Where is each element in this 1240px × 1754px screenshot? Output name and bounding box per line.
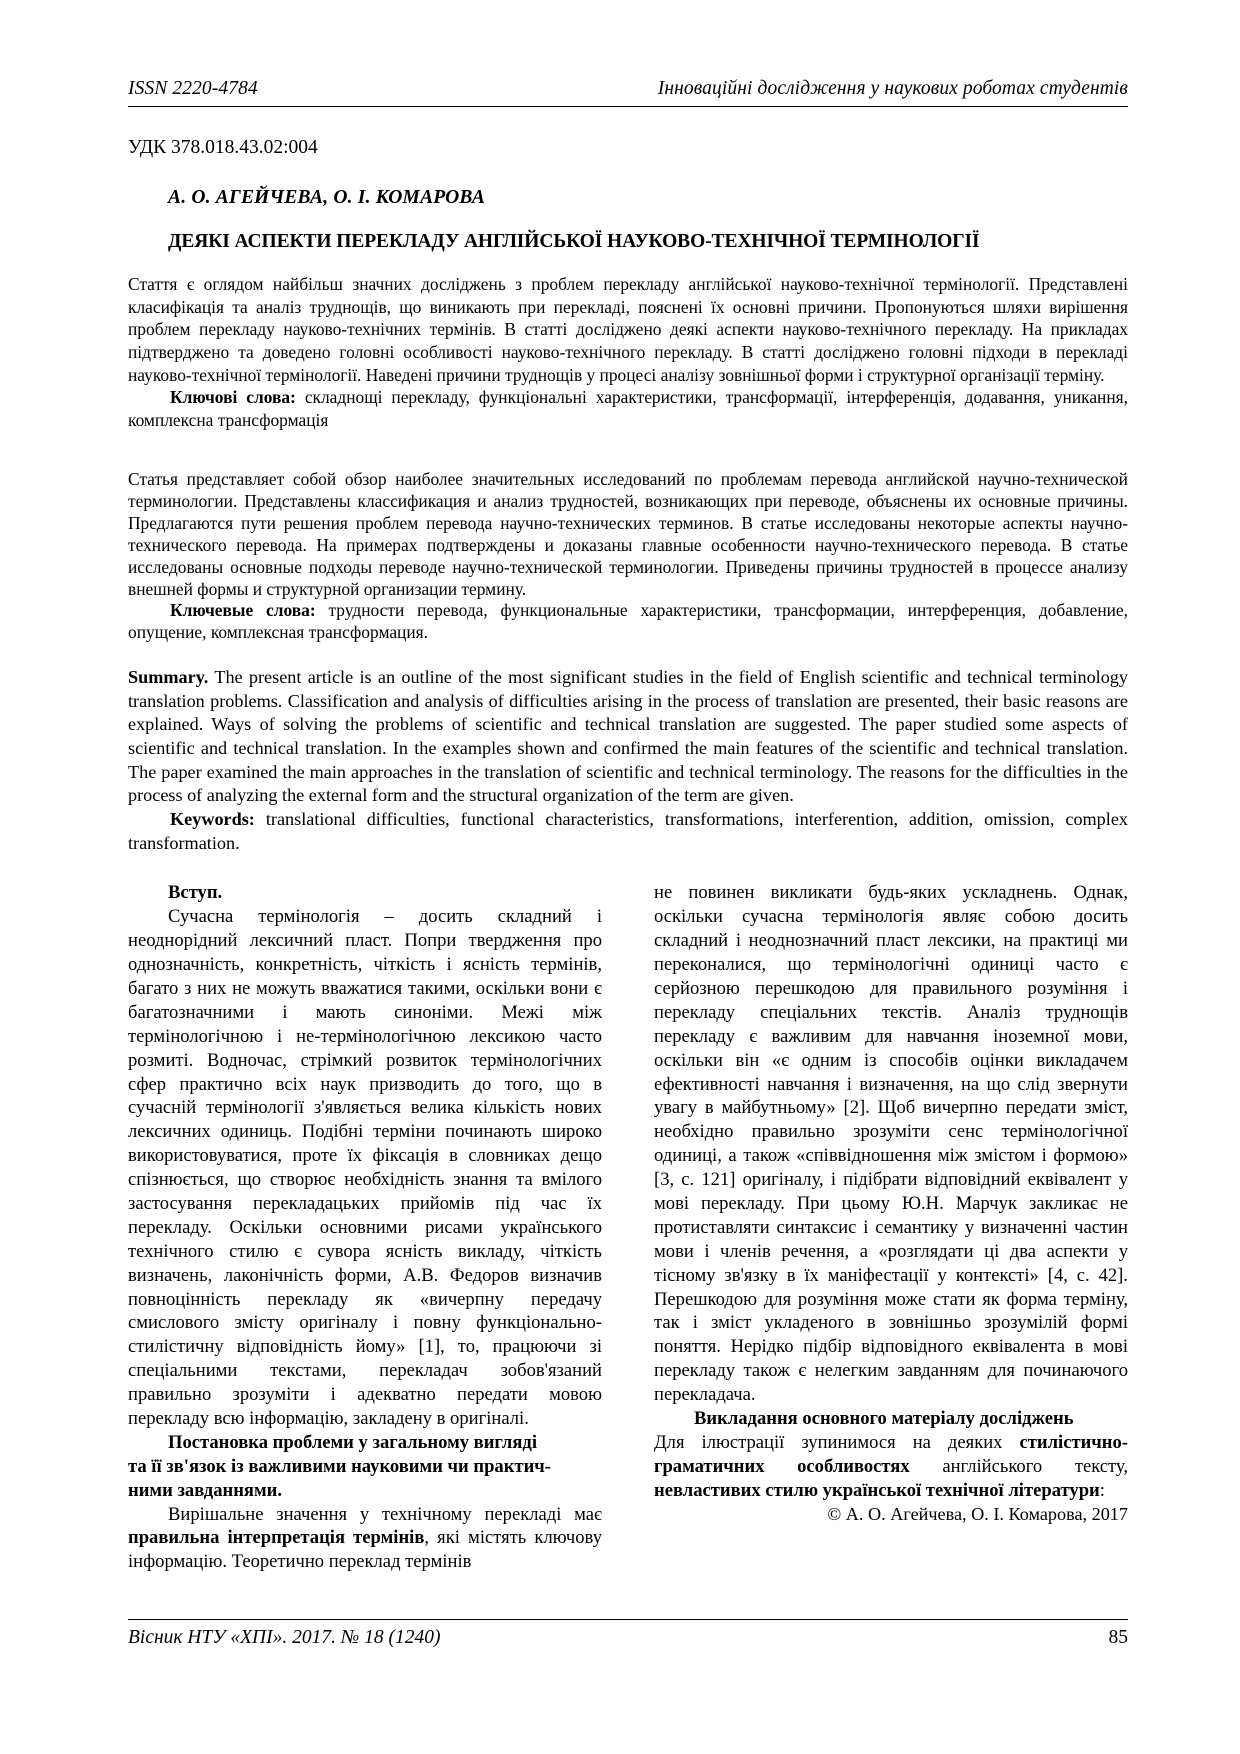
section-heading-problem-line3: ними завданнями. [128,1479,283,1501]
intro-paragraph: Сучасна термінологія – досить складний і неоднорідний лексичний пласт. Попри твердження про однозначність, конкретність, чіткість і ясність термінів, багато з них не можуть вважатися такими, оскільки вони є багатозначними і мають синоніми. Межі між термінологічною і не-термінологічною лексикою часто розмиті. Водночас, стрімкий розвиток термінологічних сфер практично всіх наук призводить до того, що в сучасній термінології з'являється велика кількість нових лексичних одиниць. Подібні терміни починають широко використовуватися, проте їх фіксація в словниках дещо спізнюється, що створює необхідність знання та вмілого застосування перекладацьких прийомів під час їх перекладу. Оскільки основними рисами українського технічного стилю є сувора ясність викладу, чіткість визначень, лаконічність форми, А.В. Федоров визначив повноцінність перекладу як «вичерпну передачу смислового змісту оригіналу і повну функціонально-стилістичну відповідність йому» [1], то, працюючи зі спеціальними текстами, перекладач зобов'язаний правильно зрозуміти і адекватно передати мовою перекладу всю інформацію, закладену в оригіналі. [128,906,602,1429]
right-continuation-paragraph: не повинен викликати будь-яких ускладнень. Однак, оскільки сучасна термінологія являє собою досить складний і неоднозначний пласт лексики, на практиці ми переконалися, що термінологічні одиниці часто є серйозною перешкодою для правильного розуміння і перекладу спеціальних текстів. Аналіз труднощів перекладу є важливим для навчання іноземної мови, оскільки він «є одним із способів оцінки викладачем ефективності навчання і визначення, на що слід звернути увагу в майбутньому» [2]. Щоб вичерпно передати зміст, необхідно правильно зрозуміти сенс термінологічної одиниці, а також «співвідношення між змістом і формою» [3, с. 121] оригіналу, і підібрати відповідний еквівалент у мові перекладу. При цьому Ю.Н. Марчук закликає не протиставляти синтаксис і семантику у визначенні частин мови і членів речення, а «розглядати ці два аспекти у тісному зв'язку в їх маніфестації у контексті» [4, с. 42]. Перешкодою для розуміння може стати як форма терміну, так і зміст укладеного в зовнішньо зрозумілій формі поняття. Нерідко підбір відповідного еквівалента в мові перекладу також є нелегким завданням для починаючого перекладача. [654,882,1128,1406]
abstract-ru-body: Статья представляет собой обзор наиболее значительных исследований по проблемам перевода английской научно-технической терминологии. Представлены классификация и анализ трудностей, возникающих при переводе, объяснены их основные причины. Предлагаются пути решения проблем перевода научно-технических терминов. В статье исследованы некоторые аспекты научно-технического перевода. На примерах подтверждены и доказаны главные особенности научно-технического перевода. В статье исследованы основные подходы переводе научно-технической терминологии. Приведены причины трудностей в процессе анализу внешней формы и структурной организации термину. [128,469,1128,599]
summary-en-body [128,666,1128,808]
abstract-russian [128,469,1128,644]
footer-journal-reference: Вісник НТУ «ХПІ». 2017. № 18 (1240) [128,1627,441,1648]
main-text-post: : [1099,1479,1105,1501]
main-material-paragraph [654,1431,1128,1503]
page-content [128,78,1128,1574]
issn-label: ISSN 2220-4784 [128,78,258,99]
keywords-label-uk: Ключові слова: [170,387,296,408]
section-heading-problem-line2: та її зв'язок із важливими науковими чи практич- [128,1455,551,1477]
copyright-notice: © А. О. Агейчева, О. І. Комарова, 2017 [827,1503,1128,1524]
section-heading-problem-line1: Постановка проблеми у загальному вигляді [168,1431,537,1453]
main-text-bold-2: невластивих стилю української технічної літератури [654,1479,1100,1501]
abstract-uk-keywords [128,386,1128,431]
abstract-ru-keywords [128,600,1128,644]
column-left [128,881,602,1574]
udc-code: УДК 378.018.43.02:004 [128,137,318,158]
abstract-uk-body: Стаття є оглядом найбільш значних досліджень з проблем перекладу англійської науково-технічної термінології. Представлені класифікація та аналіз труднощів, що виникають при перекладі, пояснені їх основні причини. Пропонуються шляхи вирішення проблем перекладу науково-технічних термінів. В статті досліджено деякі аспекти науково-технічного перекладу. На прикладах підтверджено та доведено головні особливості науково-технічного перекладу. В статті досліджено головні підходи в перекладі науково-технічної термінології. Наведені причини труднощів у процесі аналізу зовнішньої форми і структурної організації терміну. [128,274,1128,385]
running-head [128,78,1128,107]
main-text-pre: Для ілюстрації зупинимося на деяких [654,1431,1020,1453]
summary-label: Summary. [128,667,209,688]
problem-text-pre: Вирішальне значення у технічному перекладі має [168,1503,602,1525]
article-title: ДЕЯКІ АСПЕКТИ ПЕРЕКЛАДУ АНГЛІЙСЬКОЇ НАУКОВО-ТЕХНІЧНОЇ ТЕРМІНОЛОГІЇ [168,231,980,252]
keywords-list-ru: трудности перевода, функциональные характеристики, трансформации, интерференция, добавление, опущение, комплексная трансформация. [128,600,1129,643]
keywords-list-uk: складнощі перекладу, функціональні характеристики, трансформації, інтерференція, додавання, уникання, комплексна трансформація [128,387,1128,430]
main-text-mid: англійського тексту, [909,1455,1128,1477]
keywords-label-en: Keywords: [170,809,255,830]
keywords-list-en: translational difficulties, functional characteristics, transformations, interferention, addition, omission, complex transformation. [128,809,1128,853]
section-heading-intro: Вступ. [168,882,223,904]
summary-en-keywords [128,808,1128,855]
page-footer [128,1619,1128,1649]
main-text-bold-1: стилістично-граматичних особливостях [654,1431,1128,1477]
body-columns [128,881,1128,1574]
section-heading-main-material: Викладання основного матеріалу досліджень [694,1407,1074,1429]
problem-text-bold: правильна інтерпретація термінів [128,1527,425,1549]
problem-text-post: , які містять ключову інформацію. Теоретично переклад термінів [128,1527,602,1573]
problem-paragraph [128,1503,602,1575]
journal-title: Інноваційні дослідження у наукових роботах студентів [657,78,1128,99]
summary-en-text: The present article is an outline of the most significant studies in the field of English scientific and technical terminology translation problems. Classification and analysis of difficulties arising in the process of translation are presented, their basic reasons are explained. Ways of solving the problems of scientific and technical translation are suggested. The paper studied some aspects of scientific and technical translation. In the examples shown and confirmed the main features of the scientific and technical translation. The paper examined the main approaches in the translation of scientific and technical terminology. The reasons for the difficulties in the process of analyzing the external form and the structural organization of the term are given. [128,667,1128,806]
spacer-1 [128,431,1128,449]
author-list: А. О. АГЕЙЧЕВА, О. І. КОМАРОВА [168,187,486,208]
page-number: 85 [1108,1627,1128,1648]
abstract-ukrainian [128,273,1128,431]
column-right [654,881,1128,1574]
summary-english [128,666,1128,855]
keywords-label-ru: Ключевые слова: [170,600,316,621]
